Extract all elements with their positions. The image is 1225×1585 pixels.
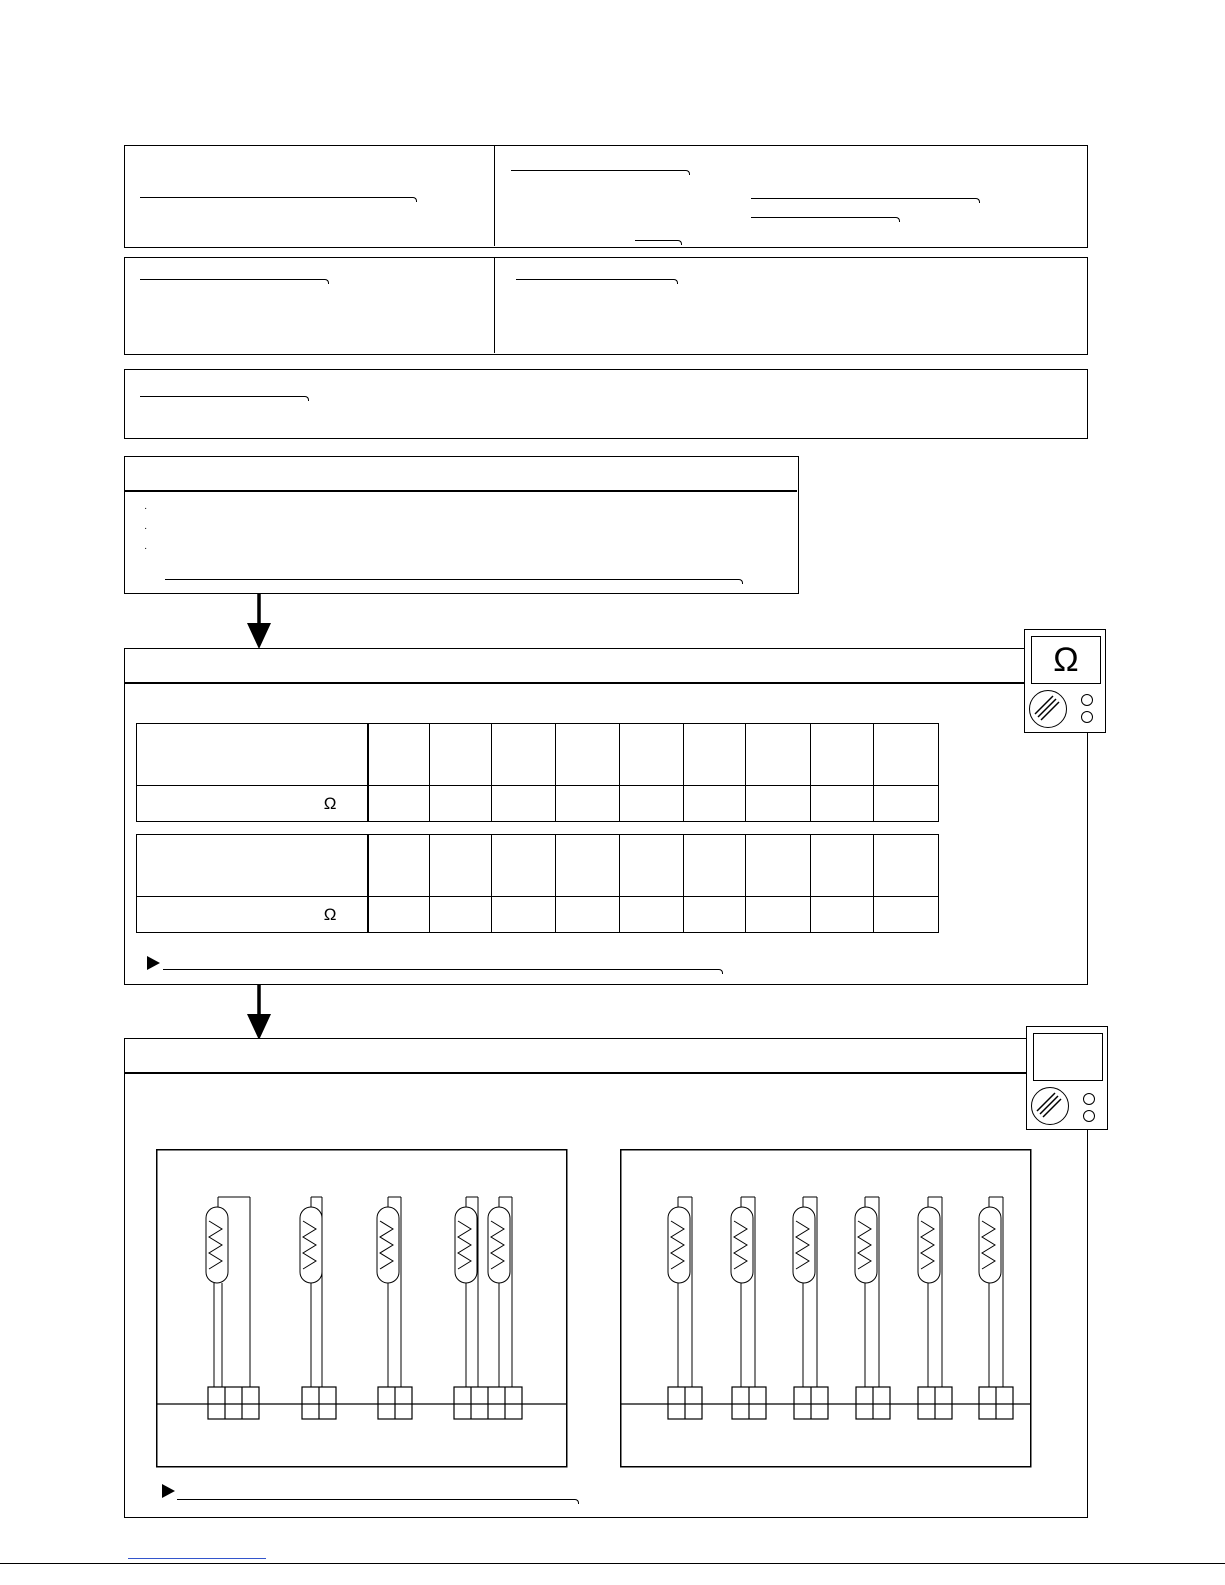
table-header-cell [556, 724, 620, 786]
resistance-table-2 [136, 834, 939, 933]
field-line [140, 197, 413, 198]
meter-lead [1087, 732, 1088, 985]
info-block-divider [494, 146, 495, 246]
resistance-table-1 [136, 723, 939, 822]
table-header-cell [556, 835, 620, 897]
table-header-cell [137, 835, 368, 897]
thermistor-sensor-icon [668, 1197, 702, 1419]
step1-bullet: · [144, 543, 148, 554]
table-header-cell [620, 724, 684, 786]
table-header-cell [811, 835, 874, 897]
meter-jack-icon [1083, 1093, 1095, 1105]
meter-lead [1087, 1129, 1088, 1518]
table-header-cell [874, 835, 939, 897]
table-cell [368, 786, 430, 822]
step3-result-line [177, 1499, 575, 1500]
thermistor-sensor-icon [855, 1197, 890, 1419]
table-header-cell [368, 724, 430, 786]
table-header-cell [684, 724, 746, 786]
table-cell [746, 897, 811, 933]
thermistor-sensor-icon [377, 1197, 412, 1419]
table-cell [556, 786, 620, 822]
multimeter-icon [1026, 1026, 1108, 1130]
thermistor-sensor-icon [206, 1197, 259, 1419]
step1-result-line [165, 579, 739, 580]
result-marker-icon [162, 1484, 175, 1498]
footer-rule [0, 1563, 1225, 1564]
thermistor-sensor-icon [300, 1197, 336, 1419]
table-cell [492, 786, 556, 822]
table-cell [811, 786, 874, 822]
meter-display: Ω [1031, 636, 1101, 684]
meter-jack-icon [1083, 1110, 1095, 1122]
table-header-cell [620, 835, 684, 897]
thermistor-sensor-icon [488, 1197, 512, 1387]
step1-box [124, 456, 799, 594]
thermistor-sensor-icon [793, 1197, 828, 1419]
table-cell [811, 897, 874, 933]
table-header-cell [430, 724, 492, 786]
thermistor-sensor-icon [918, 1197, 952, 1419]
step2-box [124, 648, 1088, 985]
table-cell [368, 897, 430, 933]
table-cell [746, 786, 811, 822]
table-cell [430, 897, 492, 933]
ohmmeter-icon [1024, 629, 1106, 733]
flow-arrow-down-icon [244, 984, 274, 1042]
meter-jack-icon [1081, 694, 1093, 706]
field-line [635, 240, 678, 241]
meter-knob-icon [1029, 690, 1067, 728]
ohm-unit: Ω [323, 904, 337, 924]
step1-bullet: · [144, 503, 148, 514]
info-block-divider [494, 258, 495, 353]
step1-header-divider [125, 490, 797, 492]
flow-arrow-down-icon [244, 593, 274, 651]
step3-header-divider [125, 1072, 1028, 1074]
table-header-cell [137, 724, 368, 786]
sensor-panel-2 [620, 1149, 1033, 1469]
table-cell [620, 786, 684, 822]
field-line [751, 198, 976, 199]
table-cell [874, 897, 939, 933]
connector-icon [454, 1387, 522, 1419]
field-line [511, 170, 686, 171]
resistance-row-label [137, 897, 368, 933]
field-line [140, 396, 305, 397]
table-cell [874, 786, 939, 822]
ohm-unit: Ω [323, 793, 337, 813]
table-header-cell [368, 835, 430, 897]
info-block-3 [124, 369, 1088, 439]
table-header-cell [430, 835, 492, 897]
table-header-cell [874, 724, 939, 786]
field-line [140, 279, 325, 280]
table-cell [684, 897, 746, 933]
meter-display [1033, 1033, 1103, 1081]
info-block-1 [124, 145, 1088, 248]
table-cell [684, 786, 746, 822]
step2-header-divider [125, 682, 1025, 684]
field-line [516, 279, 674, 280]
table-cell [430, 786, 492, 822]
meter-knob-icon [1031, 1087, 1069, 1125]
field-line [751, 217, 896, 218]
info-block-2 [124, 257, 1088, 355]
table-cell [556, 897, 620, 933]
footer-link-underline[interactable] [128, 1558, 266, 1559]
step3-box [124, 1038, 1088, 1518]
table-header-cell [684, 835, 746, 897]
result-marker-icon [147, 956, 160, 970]
table-header-cell [746, 835, 811, 897]
table-cell [492, 897, 556, 933]
table-header-cell [811, 724, 874, 786]
step1-bullet: · [144, 523, 148, 534]
resistance-row-label [137, 786, 368, 822]
sensor-panel-1 [156, 1149, 569, 1469]
table-header-cell [492, 835, 556, 897]
table-header-cell [492, 724, 556, 786]
thermistor-sensor-icon [455, 1197, 478, 1387]
table-cell [620, 897, 684, 933]
thermistor-sensor-icon [731, 1197, 766, 1419]
thermistor-sensor-icon [979, 1197, 1013, 1419]
meter-jack-icon [1081, 711, 1093, 723]
table-header-cell [746, 724, 811, 786]
step2-result-line [163, 969, 719, 970]
